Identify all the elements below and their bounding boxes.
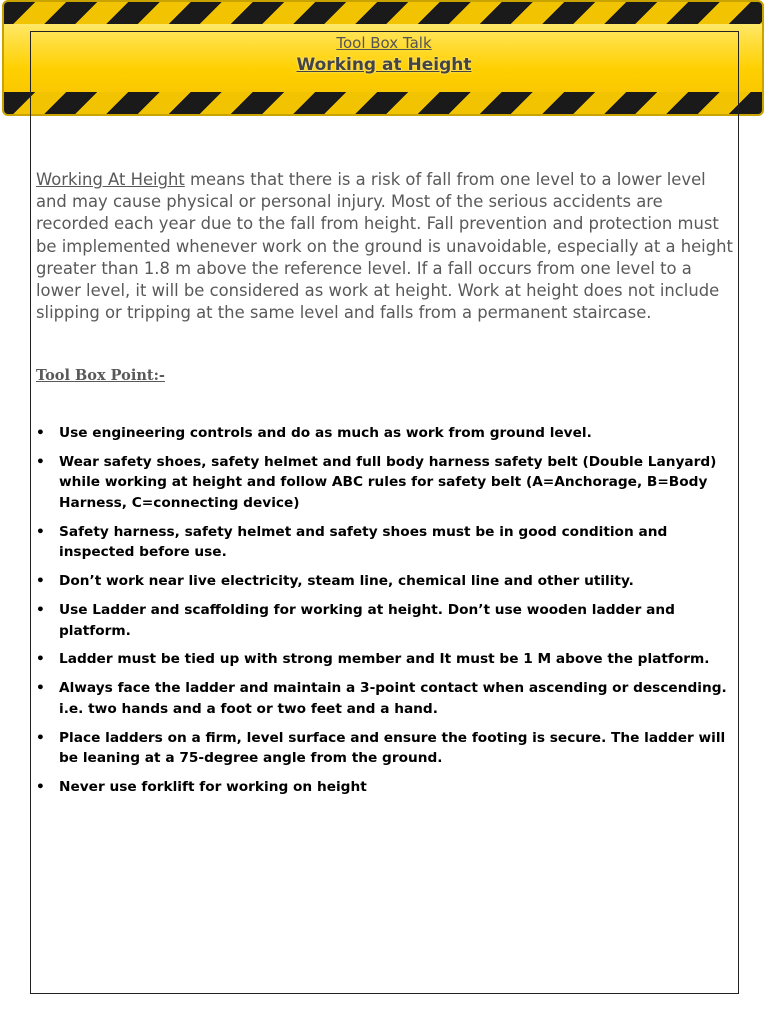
bullet-icon: • [36, 779, 45, 796]
bullet-icon: • [36, 602, 45, 619]
intro-text: means that there is a risk of fall from one level to a lower level and may cause physical or personal injury. Most of the serious accidents are recorded each year due to the fall from height. Fall prevention and protection must be implemented whenever work on the ground is unavoidable, especially at a height greater than 1.8 m above the reference level. If a fall occurs from one level to a lower level, it will be considered as work at height. Work at height does not include slipping or tripping at the same level and falls from a permanent staircase. [36, 170, 733, 323]
list-item [36, 522, 736, 563]
bullet-icon: • [36, 651, 45, 668]
list-item [36, 600, 736, 641]
list-item-text: Use Ladder and scaffolding for working at height. Don’t use wooden ladder and platform. [59, 602, 675, 639]
list-item-text: Wear safety shoes, safety helmet and full body harness safety belt (Double Lanyard) while working at height and follow ABC rules for safety belt (A=Anchorage, B=Body Harness, C=connecting device) [59, 453, 717, 511]
list-item-text: Don’t work near live electricity, steam line, chemical line and other utility. [59, 573, 634, 590]
bullet-icon: • [36, 729, 45, 746]
list-item-text: Ladder must be tied up with strong member and It must be 1 M above the platform. [59, 651, 710, 668]
list-item-text: Place ladders on a firm, level surface and ensure the footing is secure. The ladder will be leaning at a 75-degree angle from the ground. [59, 729, 726, 767]
list-item [36, 423, 736, 444]
list-item-text: Never use forklift for working on height [59, 779, 367, 796]
bullet-icon: • [36, 453, 45, 470]
list-item-text: Use engineering controls and do as much as work from ground level. [59, 425, 592, 441]
list-item [36, 571, 736, 592]
tool-box-point-list [36, 423, 736, 806]
bullet-icon: • [36, 523, 45, 540]
hazard-stripe-top [4, 2, 762, 24]
page-title: Working at Height [296, 55, 472, 75]
banner-subtitle: Tool Box Talk [336, 34, 432, 52]
intro-lead-term: Working At Height [36, 170, 185, 189]
bullet-icon: • [36, 680, 45, 697]
bullet-icon: • [36, 573, 45, 590]
list-item-text: Always face the ladder and maintain a 3-point contact when ascending or descending. i.e. two hands and a foot or two feet and a hand. [59, 680, 727, 717]
bullet-icon: • [36, 425, 45, 441]
list-item [36, 452, 736, 514]
list-item [36, 678, 736, 719]
intro-paragraph [36, 169, 736, 324]
tool-box-point-heading: Tool Box Point:- [36, 367, 165, 384]
list-item [36, 728, 736, 769]
list-item [36, 649, 736, 670]
list-item [36, 777, 736, 798]
list-item-text: Safety harness, safety helmet and safety shoes must be in good condition and inspected before use. [59, 523, 668, 561]
